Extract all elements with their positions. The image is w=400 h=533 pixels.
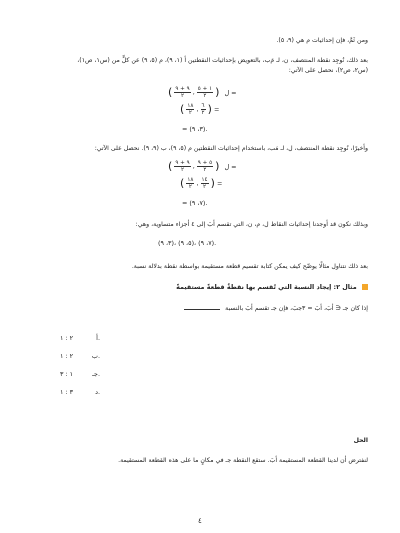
paragraph-3: وأخيرًا، نُوجِد نقطة المنتصف، ل، لـ مَب، باستخدام إحداثيات النقطتين م (٥، ٩)، ب (٩، ٩). نحصل على الآتي:: [94, 145, 368, 152]
page-number: ٤: [198, 517, 202, 525]
fraction: $\frac{٦}{٢}$: [201, 103, 205, 116]
fraction: $\frac{٥ + ٩}{٢}$: [197, 160, 213, 173]
fraction: $\frac{١٤}{٢}$: [201, 177, 208, 190]
option-a[interactable]: ٢ : ١ أ.: [59, 334, 100, 342]
equation-2-row-2: ( $\frac{١٨}{٢}$ ، $\frac{١٤}{٢}$ ) =: [180, 176, 223, 190]
paragraph-1: ومن ثَمَّ، فإن إحداثيات م هي (٩، ٥).: [276, 37, 368, 44]
paragraph-5: بعد ذلك نتناول مثالًا يوضّح كيف يمكن كتابة تقسيم قطعة مستقيمة بواسطة نقطة بدلالة نسبة.: [131, 263, 368, 270]
paragraph-4: وبذلك نكون قد أوجدنا إحداثيات النقاط ل، م، ن، التي تقسم أبَ إلى ٤ أجزاء متساوية، وهي:: [135, 221, 368, 228]
fraction: $\frac{١ + ٥}{٢}$: [197, 86, 213, 99]
fraction: $\frac{٩ + ٩}{٢}$: [175, 160, 190, 173]
option-b[interactable]: ٢ : ١ ب.: [59, 352, 100, 360]
equation-2-row-1: ( $\frac{٩ + ٩}{٢}$ ، $\frac{٥ + ٩}{٢}$ ) ل =: [168, 159, 237, 173]
paragraph-2b: (س٢، ص٢)، نحصل على الآتي:: [288, 67, 368, 74]
solution-heading: الحل: [353, 437, 368, 444]
solution-text: لنفترض أن لدينا القطعة المستقيمة أبَ. ستقع النقطة جـ في مكانٍ ما على هذه القطعة المستقيمة.: [118, 457, 368, 464]
orange-square-icon: [362, 284, 368, 290]
example-title: مثال ٢: إيجاد النسبة التي تُقسم بها نقطةٌ قطعةً مستقيمةً: [176, 283, 357, 291]
option-d[interactable]: ٣ : ١ د.: [59, 388, 100, 396]
example-question: [40, 304, 368, 313]
fraction: $\frac{٩ + ٩}{٢}$: [175, 86, 190, 99]
equation-2-row-3: = (٧، ٩).: [182, 199, 208, 207]
fraction: $\frac{١٨}{٢}$: [187, 177, 194, 190]
question-text: إذا كان جـ ∈ أبَ، أبَ = ٣جبَ، فإن جـ تقسم أبَ بالنسبة: [225, 305, 368, 312]
answer-blank: [184, 309, 220, 310]
paragraph-2a: بعد ذلك، نُوجِد نقطة المنتصف، ن، لـ ﻡَب، بالتعويض بإحداثيات النقطتين أ (١، ٩)، م (٥، ٩) عن كلٍّ من (س١، ص١)،: [77, 57, 368, 64]
points-list: (٣، ٩)، (٥، ٩)، (٧، ٩).: [158, 239, 217, 247]
equation-1-row-3: = (٣، ٩).: [182, 125, 208, 133]
equation-label: ل =: [224, 162, 237, 171]
equation-label: ل =: [224, 88, 237, 97]
example-heading: [176, 283, 368, 291]
equation-1-row-1: ( $\frac{٩ + ٩}{٢}$ ، $\frac{١ + ٥}{٢}$ ) ل =: [168, 85, 237, 99]
equation-1-row-2: ( $\frac{١٨}{٢}$ ، $\frac{٦}{٢}$ ) =: [180, 102, 220, 116]
fraction: $\frac{١٨}{٢}$: [187, 103, 194, 116]
option-c[interactable]: ١ : ٣ جـ.: [59, 370, 100, 378]
